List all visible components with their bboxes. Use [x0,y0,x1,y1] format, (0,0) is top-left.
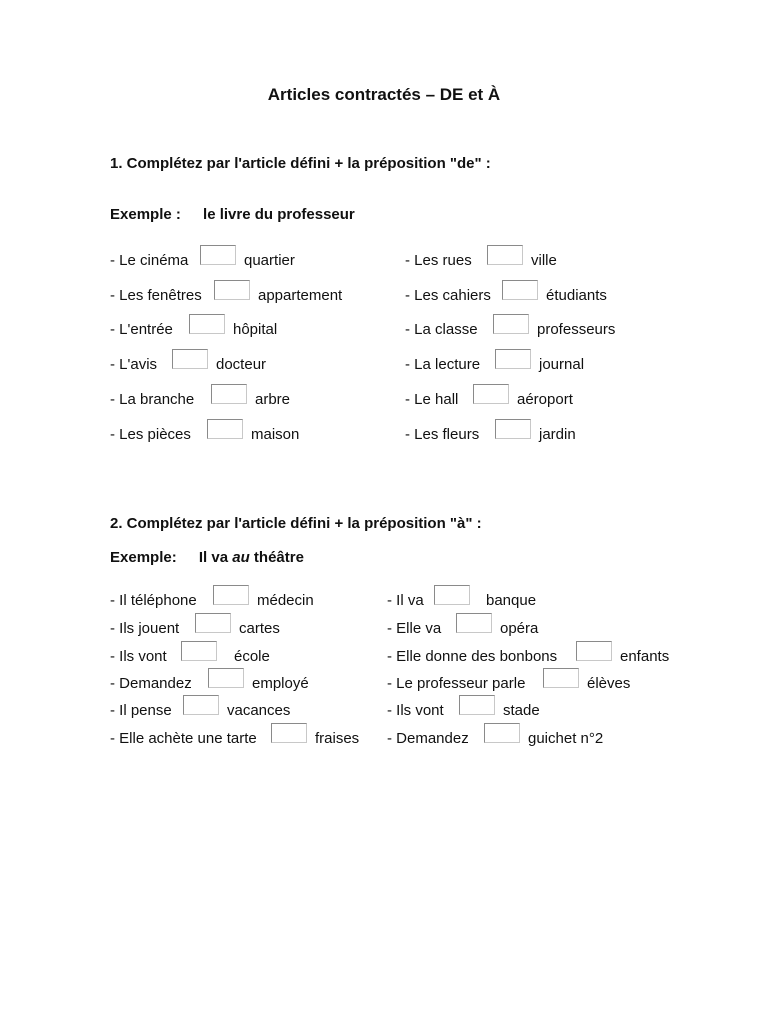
row-suffix: école [234,648,270,665]
section1-example [110,206,355,223]
row-suffix: docteur [216,356,267,373]
answer-box[interactable] [502,280,538,300]
row-suffix: élèves [587,675,631,692]
row-prefix: - Elle va [387,620,442,637]
answer-box[interactable] [434,585,470,605]
answer-box[interactable] [195,613,231,633]
answer-box[interactable] [214,280,250,300]
row-prefix: - Demandez [387,730,469,747]
row-suffix: vacances [227,702,291,719]
answer-box[interactable] [189,314,225,334]
row-prefix: - L'avis [110,356,158,373]
example-text: le livre du professeur [203,206,355,223]
row-suffix: journal [539,356,585,373]
row-prefix: - Elle donne des bonbons [387,648,558,665]
row-suffix: employé [252,675,309,692]
row-prefix: - L'entrée [110,321,173,338]
row-prefix: - Les cahiers [405,287,491,304]
row-prefix: - Le cinéma [110,252,189,269]
row-prefix: - Ils vont [387,702,444,719]
section1-heading: 1. Complétez par l'article défini + la préposition "de" : [110,155,491,172]
example-label: Exemple: [110,549,177,566]
answer-box[interactable] [211,384,247,404]
row-suffix: étudiants [546,287,607,304]
row-prefix: - La branche [110,391,195,408]
row-suffix: quartier [244,252,295,269]
answer-box[interactable] [207,419,243,439]
row-suffix: enfants [620,648,670,665]
row-suffix: banque [486,592,537,609]
answer-box[interactable] [183,695,219,715]
answer-box[interactable] [181,641,217,661]
row-suffix: arbre [255,391,291,408]
answer-box[interactable] [459,695,495,715]
answer-box[interactable] [208,668,244,688]
row-prefix: - Elle achète une tarte [110,730,257,747]
answer-box[interactable] [172,349,208,369]
answer-box[interactable] [473,384,509,404]
row-prefix: - Les pièces [110,426,191,443]
answer-box[interactable] [576,641,612,661]
section2-heading: 2. Complétez par l'article défini + la préposition "à" : [110,515,482,532]
row-suffix: ville [531,252,557,269]
row-suffix: fraises [315,730,360,747]
answer-box[interactable] [484,723,520,743]
row-prefix: - Les rues [405,252,472,269]
row-prefix: - Le hall [405,391,459,408]
row-prefix: - Les fleurs [405,426,480,443]
section2-example [110,549,304,566]
row-prefix: - Il téléphone [110,592,197,609]
row-prefix: - Ils vont [110,648,167,665]
row-prefix: - Il va [387,592,424,609]
example-post: théâtre [253,549,304,566]
row-prefix: - La classe [405,321,478,338]
row-prefix: - Le professeur parle [387,675,526,692]
answer-box[interactable] [495,419,531,439]
example-emphasis: au [232,549,250,566]
row-suffix: aéroport [517,391,573,408]
row-suffix: opéra [500,620,539,637]
answer-box[interactable] [213,585,249,605]
row-suffix: hôpital [233,321,278,338]
row-suffix: médecin [257,592,314,609]
answer-box[interactable] [271,723,307,743]
answer-box[interactable] [456,613,492,633]
row-suffix: cartes [239,620,280,637]
answer-box[interactable] [493,314,529,334]
row-suffix: maison [251,426,300,443]
row-prefix: - Demandez [110,675,192,692]
row-suffix: stade [503,702,540,719]
example-pre: Il va [198,549,229,566]
row-suffix: professeurs [537,321,616,338]
row-prefix: - Il pense [110,702,172,719]
row-prefix: - Ils jouent [110,620,180,637]
answer-box[interactable] [543,668,579,688]
row-suffix: jardin [539,426,576,443]
row-suffix: appartement [258,287,343,304]
page-title: Articles contractés – DE et À [267,85,501,104]
row-prefix: - Les fenêtres [110,287,202,304]
answer-box[interactable] [495,349,531,369]
answer-box[interactable] [487,245,523,265]
row-prefix: - La lecture [405,356,481,373]
answer-box[interactable] [200,245,236,265]
example-label: Exemple : [110,206,181,223]
row-suffix: guichet n°2 [528,730,604,747]
